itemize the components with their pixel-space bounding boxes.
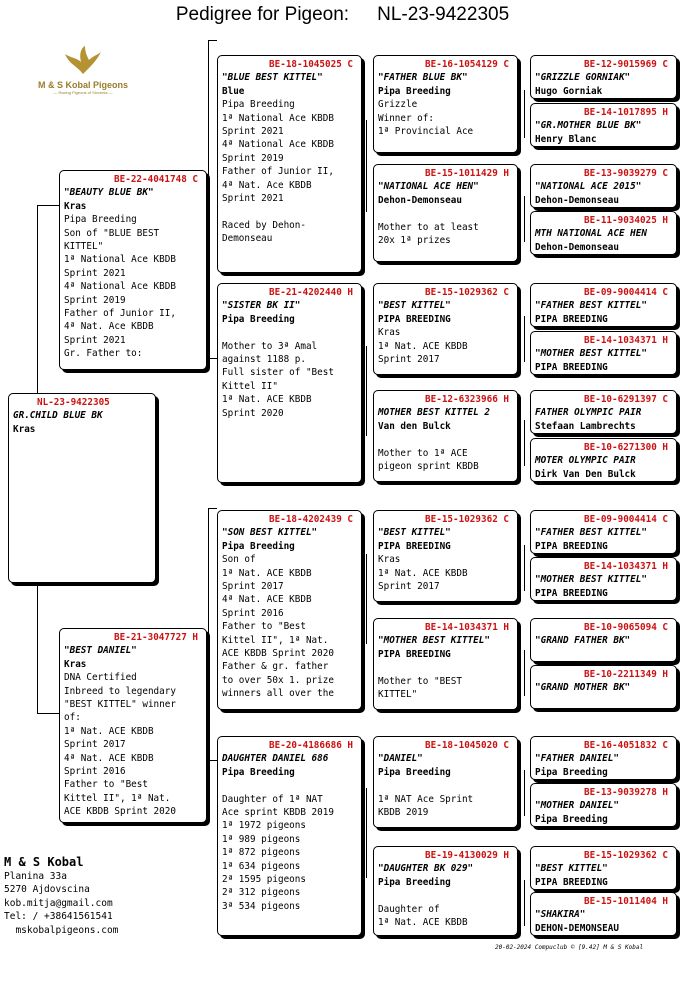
info-line: 4ª National Ace KBDB [64,281,176,293]
ring-number: BE-10-6271300 H [584,442,668,453]
pigeon-color: PIPA BREEDING [378,313,451,325]
info-line: Kras [378,327,401,339]
ring-number: BE-12-6323966 H [425,394,509,405]
info-line: Mother to "BEST [378,675,462,687]
pigeon-name: "FATHER BLUE BK" [378,72,468,84]
pigeon-color: PIPA BREEDING [535,587,608,599]
ring-number: BE-14-1034371 H [584,335,668,346]
info-line: Inbreed to legendary [64,685,176,697]
ring-number: BE-15-1011429 H [425,168,509,179]
gen4-card-10[interactable] [530,557,677,601]
gen4-card-5[interactable] [530,283,677,327]
ring-number: BE-15-1029362 C [584,850,668,861]
pigeon-color: Pipa Breeding [222,540,295,552]
info-line: 20x 1ª prizes [378,235,451,247]
pigeon-color: Pipa Breeding [222,313,295,325]
page-title: Pedigree for Pigeon: NL-23-9422305 [175,4,510,25]
pigeon-color: Pipa Breeding [378,876,451,888]
ring-number: BE-15-1029362 C [425,287,509,298]
info-line: Pipa Breeding [222,99,295,111]
info-line: Sprint 2021 [64,267,126,279]
info-line: 1ª 872 pigeons [222,847,301,859]
info-line: 1ª National Ace KBDB [222,112,334,124]
info-line: Kittel II", 1ª Nat. [64,792,171,804]
info-line: 1ª 1972 pigeons [222,820,306,832]
info-line: Grizzle [378,99,418,111]
info-line: Sprint 2017 [64,739,126,751]
info-line: of: [64,712,81,724]
pigeon-name: "DAUGHTER BK 029" [378,863,474,875]
grandsire-paternal-card[interactable] [217,55,362,273]
pigeon-name: "MOTHER DANIEL" [535,800,619,812]
gen4-card-13[interactable] [530,736,677,780]
pigeon-color: Pipa Breeding [535,813,608,825]
pigeon-name: "SHAKIRA" [535,909,586,921]
info-line: Sprint 2016 [222,607,284,619]
info-line: DNA Certified [64,672,137,684]
ring-number: BE-09-9004414 C [584,287,668,298]
ring-number: BE-11-9034025 H [584,215,668,226]
pigeon-color: Pipa Breeding [378,766,451,778]
gen4-card-12[interactable] [530,665,677,709]
pigeon-name: "FATHER BEST KITTEL" [535,300,647,312]
pigeon-color: Blue [222,85,245,97]
ring-number: BE-21-4202440 H [269,287,353,298]
info-line: Mother to at least [378,221,479,233]
logo-name: M & S Kobal Pigeons [37,80,128,90]
gen4-card-16[interactable] [530,892,677,936]
pigeon-name: "BLUE BEST KITTEL" [222,72,323,84]
gen3-card-5[interactable] [373,510,518,602]
info-line [378,207,513,220]
gen4-card-8[interactable] [530,438,677,482]
pigeon-name: "GR.MOTHER BLUE BK" [535,120,642,132]
pigeon-color: PIPA BREEDING [378,540,451,552]
info-line: 1ª Nat. ACE KBDB [378,917,468,929]
info-line: Son of [222,554,256,566]
ring-number: BE-18-1045025 C [269,59,353,70]
info-line: Sprint 2020 [222,407,284,419]
pigeon-color: Dehon-Demonseau [535,241,619,253]
pigeon-name: "GRAND MOTHER BK" [535,682,631,694]
gen3-card-8[interactable] [373,846,518,936]
info-line: ACE KBDB Sprint 2020 [64,806,176,818]
info-line: 2ª 312 pigeons [222,887,301,899]
gen4-card-15[interactable] [530,846,677,890]
pigeon-name: "MOTHER BEST KITTEL" [378,635,490,647]
info-line: Sprint 2019 [64,294,126,306]
footer-credits: 20-02-2024 Compuclub © [9.42] M & S Kobal [495,944,644,951]
pigeon-name: "FATHER DANIEL" [535,753,619,765]
pigeon-name: GR.CHILD BLUE BK [13,410,103,422]
ring-number: BE-16-1054129 C [425,59,509,70]
grandsire-maternal-card[interactable] [217,510,362,710]
pigeon-color: PIPA BREEDING [535,540,608,552]
info-line: ACE KBDB Sprint 2020 [222,648,334,660]
gen3-card-2[interactable] [373,164,518,262]
pigeon-color: Pipa Breeding [378,85,451,97]
pigeon-name: "MOTHER BEST KITTEL" [535,574,647,586]
info-line: Kittel II" [222,380,278,392]
pigeon-name: "MOTHER BEST KITTEL" [535,348,647,360]
gen4-card-2[interactable] [530,103,677,147]
pigeon-name: MOTER OLYMPIC PAIR [535,455,636,467]
pigeon-color: Dehon-Demonseau [378,194,462,206]
info-line: "BEST KITTEL" winner [64,699,176,711]
info-line: Kras [378,554,401,566]
info-line: Father & gr. father [222,661,329,673]
ring-number: BE-20-4186686 H [269,740,353,751]
breeder-logo [28,44,138,99]
ring-number: BE-13-9039278 H [584,787,668,798]
pigeon-name: "SISTER BK II" [222,300,301,312]
info-line: Daughter of [378,903,440,915]
pigeon-color: Van den Bulck [378,420,451,432]
pigeon-name: "SON BEST KITTEL" [222,527,318,539]
pigeon-color: Henry Blanc [535,133,597,145]
pigeon-name: "NATIONAL ACE 2015" [535,181,642,193]
pigeon-name: "FATHER BEST KITTEL" [535,527,647,539]
pigeon-name: "BEST KITTEL" [378,300,451,312]
breeder-phone: Tel: / +38641561541 [4,911,113,923]
pigeon-name: "BEAUTY BLUE BK" [64,187,154,199]
pigeon-color: Pipa Breeding [222,766,295,778]
gen3-card-1[interactable] [373,55,518,153]
ring-number: BE-19-4130029 H [425,850,509,861]
pigeon-name: MTH NATIONAL ACE HEN [535,228,647,240]
info-line: Sprint 2017 [378,354,440,366]
info-line: 3ª 534 pigeons [222,900,301,912]
pigeon-name: "BEST KITTEL" [535,863,608,875]
ring-number: BE-13-9039279 C [584,168,668,179]
pigeon-name: "DANIEL" [378,753,423,765]
info-line: Full sister of "Best [222,367,334,379]
info-line: Sprint 2019 [222,152,284,164]
info-line: Sprint 2016 [64,766,126,778]
info-line: Mother to 1ª ACE [378,447,468,459]
gen4-card-4[interactable] [530,211,677,255]
pigeon-name: FATHER OLYMPIC PAIR [535,407,642,419]
info-line: Father of Junior II, [64,308,176,320]
pigeon-name: DAUGHTER DANIEL 686 [222,753,329,765]
pigeon-color: DEHON-DEMONSEAU [535,922,619,934]
dove-logo-icon [63,44,103,78]
gen4-card-6[interactable] [530,331,677,375]
pigeon-color: PIPA BREEDING [535,876,608,888]
gen4-card-3[interactable] [530,164,677,208]
info-line [378,779,513,792]
breeder-name: M & S Kobal [4,855,84,869]
granddam-maternal-card[interactable] [217,736,362,936]
pigeon-name: "NATIONAL ACE HEN" [378,181,479,193]
info-line: 1ª 989 pigeons [222,833,301,845]
gen4-card-7[interactable] [530,390,677,434]
info-line: 1ª Nat. ACE KBDB [222,567,312,579]
pigeon-color: PIPA BREEDING [378,648,451,660]
pigeon-color: Kras [13,423,36,435]
info-line: winners all over the [222,688,334,700]
ring-number: BE-12-9015969 C [584,59,668,70]
ring-number: BE-10-9065094 C [584,622,668,633]
info-line: Sprint 2017 [378,581,440,593]
ring-number: BE-14-1017895 H [584,107,668,118]
gen3-card-3[interactable] [373,283,518,375]
info-line: Sprint 2021 [222,193,284,205]
breeder-website[interactable]: mskobalpigeons.com [4,924,119,936]
info-line: 1ª NAT Ace Sprint [378,793,474,805]
ring-number: BE-16-4051832 C [584,740,668,751]
pigeon-color: Dirk Van Den Bulck [535,468,636,480]
info-line: 4ª National Ace KBDB [222,139,334,151]
info-line [378,661,513,674]
breeder-address-2: 5270 Ajdovscina [4,884,90,896]
info-line: Gr. Father to: [64,348,143,360]
subject-pigeon-card[interactable] [8,393,156,583]
info-line [222,205,357,218]
info-line: Son of "BLUE BEST [64,227,160,239]
ring-number: BE-18-4202439 C [269,514,353,525]
info-line [378,889,513,902]
info-line: 4ª Nat. ACE KBDB [64,752,154,764]
gen3-card-4[interactable] [373,390,518,482]
sire-card[interactable] [59,170,207,370]
info-line: Ace sprint KBDB 2019 [222,807,334,819]
gen4-card-11[interactable] [530,618,677,662]
logo-tagline: — Racing Pigeons of Slovenia — [53,90,113,95]
info-line [222,326,357,339]
info-line: 1ª Nat. ACE KBDB [64,725,154,737]
breeder-address-1: Planina 33a [4,871,67,882]
ring-number: BE-15-1011404 H [584,896,668,907]
info-line: Father to "Best [222,621,306,633]
ring-number: BE-14-1034371 H [425,622,509,633]
info-line: Father of Junior II, [222,166,334,178]
info-line: 1ª Nat. ACE KBDB [222,394,312,406]
info-line: 4ª Nat. Ace KBDB [64,321,154,333]
pigeon-color: Dehon-Demonseau [535,194,619,206]
ring-number: BE-10-2211349 H [584,669,668,680]
info-line: Raced by Dehon- [222,219,306,231]
info-line: 1ª Nat. ACE KBDB [378,340,468,352]
info-line: to over 50x 1. prize [222,674,334,686]
info-line: Father to "Best [64,779,148,791]
pigeon-color: Kras [64,200,87,212]
ring-number: BE-21-3047727 H [114,632,198,643]
ring-number: BE-09-9004414 C [584,514,668,525]
info-line: Sprint 2017 [222,581,284,593]
info-line: 1ª National Ace KBDB [64,254,176,266]
pigeon-color: PIPA BREEDING [535,361,608,373]
info-line: KITTEL" [64,241,104,253]
pigeon-color: Hugo Gorniak [535,85,603,97]
ring-number: BE-10-6291397 C [584,394,668,405]
info-line: Sprint 2021 [64,334,126,346]
gen4-card-9[interactable] [530,510,677,554]
info-line: Daughter of 1ª NAT [222,793,323,805]
info-line: Winner of: [378,112,434,124]
info-line: 4ª Nat. ACE KBDB [222,594,312,606]
info-line: 2ª 1595 pigeons [222,874,306,886]
info-line: 1ª 634 pigeons [222,860,301,872]
pigeon-name: "BEST DANIEL" [64,645,137,657]
info-line: Demonseau [222,233,273,245]
breeder-info [4,854,118,937]
info-line: Sprint 2021 [222,126,284,138]
gen3-card-6[interactable] [373,618,518,710]
pigeon-color: Pipa Breeding [535,766,608,778]
info-line: KITTEL" [378,689,418,701]
info-line [378,433,513,446]
info-line: against 1188 p. [222,354,306,366]
pigeon-name: MOTHER BEST KITTEL 2 [378,407,490,419]
breeder-email[interactable]: kob.mitja@gmail.com [4,897,113,909]
info-line: KBDB 2019 [378,807,429,819]
ring-number: BE-18-1045020 C [425,740,509,751]
dam-card[interactable] [59,628,207,823]
info-line: Kittel II", 1ª Nat. [222,634,329,646]
ring-number: BE-14-1034371 H [584,561,668,572]
info-line: 1ª Provincial Ace [378,126,474,138]
pigeon-name: "GRIZZLE GORNIAK" [535,72,631,84]
ring-number: NL-23-9422305 [37,397,110,408]
gen4-card-1[interactable] [530,55,677,99]
pigeon-color: Kras [64,658,87,670]
granddam-paternal-card[interactable] [217,283,362,483]
pigeon-name: "BEST KITTEL" [378,527,451,539]
ring-number: BE-22-4041748 C [114,174,198,185]
info-line: 4ª Nat. Ace KBDB [222,179,312,191]
info-line: pigeon sprint KBDB [378,461,479,473]
pigeon-color: PIPA BREEDING [535,313,608,325]
gen4-card-14[interactable] [530,783,677,827]
ring-number: BE-15-1029362 C [425,514,509,525]
pigeon-color: Stefaan Lambrechts [535,420,636,432]
info-line [222,779,357,792]
pigeon-name: "GRAND FATHER BK" [535,635,631,647]
info-line: Pipa Breeding [64,214,137,226]
info-line: 1ª Nat. ACE KBDB [378,567,468,579]
gen3-card-7[interactable] [373,736,518,828]
info-line: Mother to 3ª Amal [222,340,318,352]
